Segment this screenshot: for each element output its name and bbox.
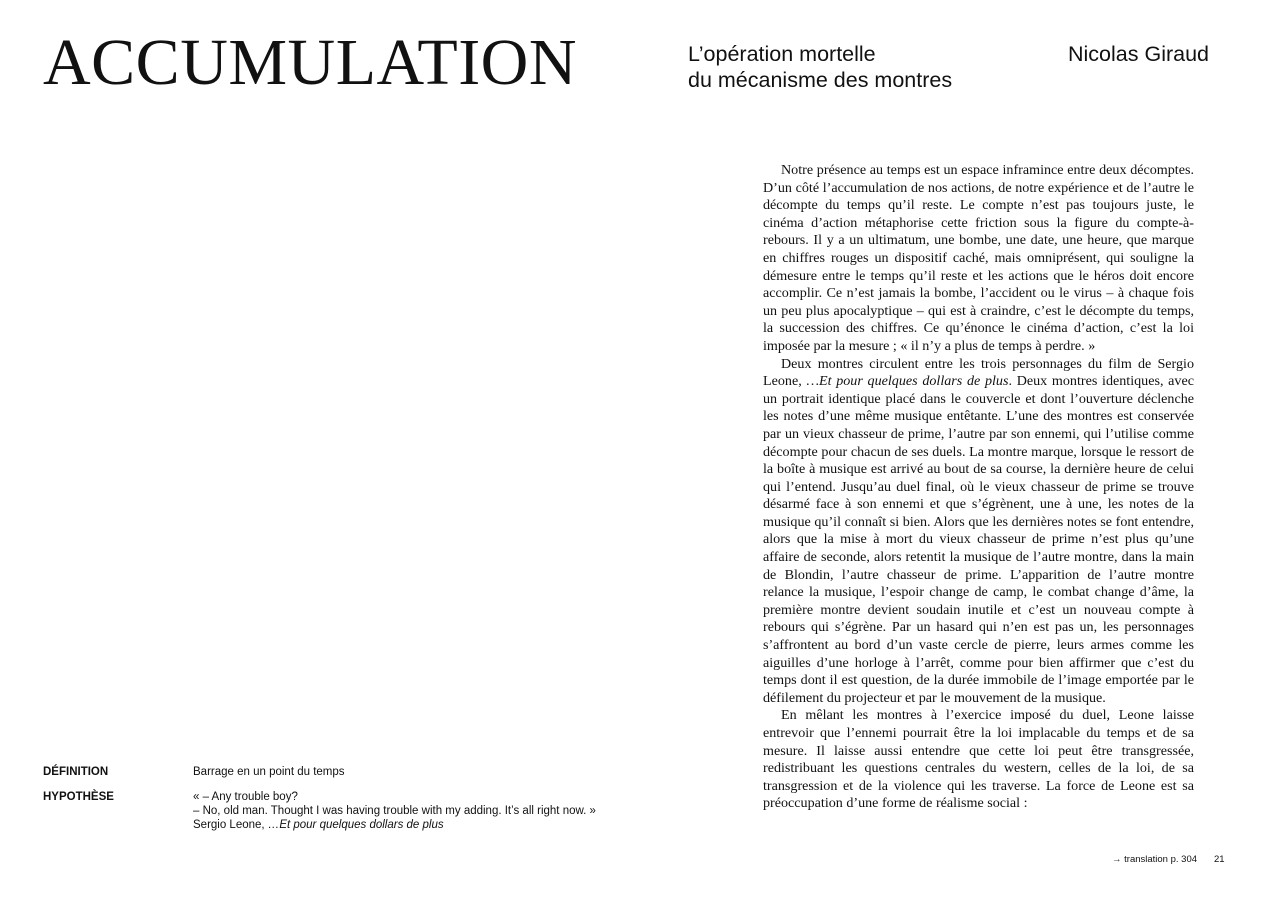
quote-source-author: Sergio Leone, <box>193 819 268 831</box>
quote-source <box>193 818 613 832</box>
quote-line-2: – No, old man. Thought I was having trouble with my adding. It’s all right now. » <box>193 805 596 817</box>
paragraph-2 <box>763 356 1194 708</box>
hypothesis-label: HYPOTHÈSE <box>43 791 114 803</box>
translation-link[interactable]: → translation p. 304 <box>1112 854 1198 865</box>
subtitle-line-2: du mécanisme des montres <box>688 68 953 92</box>
article-body <box>763 162 1194 813</box>
quote-source-title: …Et pour quelques dollars de plus <box>267 819 444 831</box>
paragraph-1: Notre présence au temps est un espace inframince entre deux décomptes. D’un côté l’accumulation de nos actions, de notre expérience et de l’autre le décompte du temps qu’il reste. Le compte n’est pas toujours juste, le cinéma d’action métaphorise cette friction sous la figure du compte-à-rebours. Il y a un ultimatum, une bombe, une date, une heure, que marque en chiffres rouges un dispositif caché, mais omniprésent, qui souligne la démesure entre le temps qu’il reste et les actions que le héros doit encore accomplir. Ce n’est jamais la bombe, l’accident ou le virus – à chaque fois un peu plus apocalyptique – qui est à craindre, c’est le décompte du temps, la succession des chiffres. Ce qu’énonce le cinéma d’action, c’est la loi imposée par la mesure ; « il n’y a plus de temps à perdre. » <box>763 162 1194 354</box>
paragraph-2-rest: . Deux montres identiques, avec un portrait identique placé dans le couvercle et dont l’ouverture déclenche les notes d’une même musique entêtante. L’une des montres est conservée par un vieux chasseur de prime, l’autre par son ennemi, qui l’utilise comme décompte pour chacun de ses duels. La montre marque, lorsque le ressort de la boîte à musique est arrivé au bout de sa course, la dernière heure de celui qui l’entend. Jusqu’au duel final, où le vieux chasseur de prime se trouve désarmé face à son ennemi et que s’égrènent, une à une, les notes de la musique qu’il connaît si bien. Alors que les dernières notes se font entendre, alors que la mise à mort du vieux chasseur de prime n’est plus qu’une affaire de seconde, alors retentit la musique de l’autre montre, dans la main de Blondin, l’autre chasseur de prime. L’apparition de l’autre montre relance la musique, l’espoir change de camp, le combat change d’âme, la première montre devient soudain inutile et c’est un nouveau compte à rebours qui s’égrène. Par un hasard qui n’en est pas un, les personnages s’affrontent au bord d’un vaste cercle de pierre, leurs armes comme les aiguilles d’une horloge à l’arrêt, comme pour bien affirmer que c’est du temps dont il est question, de la durée immobile de l’image emportée par le défilement du projecteur et par le mouvement de la musique. <box>763 373 1194 706</box>
hypothesis-quote <box>193 790 613 832</box>
paragraph-3: En mêlant les montres à l’exercice imposé du duel, Leone laisse entrevoir que l’ennemi pourrait être la loi implacable du temps et de sa mesure. Il laisse aussi entendre que cette loi peut être transgressée, redistribuant les questions centrales du western, celles de la loi, de sa transgression et de la violence qui les traverse. La force de Leone est sa préoccupation d’une forme de réalisme social : <box>763 707 1194 812</box>
page-number: 21 <box>1214 854 1225 865</box>
definition-label: DÉFINITION <box>43 766 109 778</box>
subtitle-line-1: L’opération mortelle <box>688 42 876 66</box>
paragraph-2-start: Deux montres circulent entre les trois personnages du film de Sergio Leone, <box>763 355 1194 390</box>
author-name: Nicolas Giraud <box>1068 42 1209 66</box>
subtitle <box>688 41 952 93</box>
film-title: …Et pour quelques dollars de plus <box>806 373 1009 390</box>
quote-line-1: « – Any trouble boy? <box>193 791 298 803</box>
definition-value: Barrage en un point du temps <box>193 766 345 778</box>
page-title: ACCUMULATION <box>43 26 577 99</box>
